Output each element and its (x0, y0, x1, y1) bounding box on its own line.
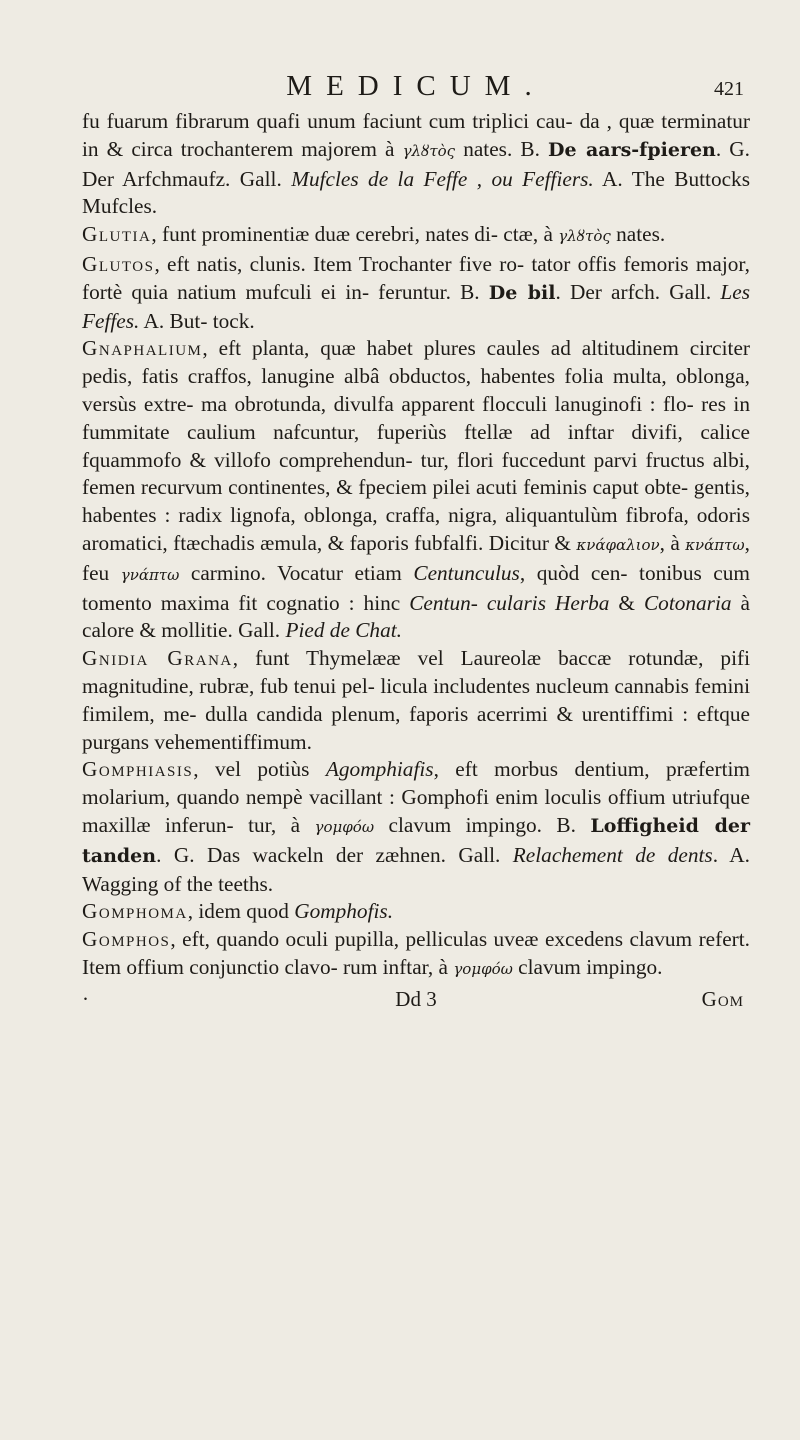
italic-term: Les Feffes. (82, 279, 750, 333)
entry-continuation (82, 108, 750, 221)
page-number: 421 (714, 78, 744, 100)
greek-word: κνάπτω (685, 535, 745, 554)
text-run: . Der arfch. Gall. (555, 279, 721, 304)
entry-gnaphalium (82, 335, 750, 645)
greek-word: γομφόω (314, 817, 375, 836)
entry-gomphiasis (82, 756, 750, 898)
entry-glutia (82, 221, 750, 251)
italic-term: Relachement de dents (512, 842, 713, 867)
text-run: , funt Thymelææ vel Laureolæ baccæ rotundæ, pifi magnitudine, rubræ, fub tenui pel- licula includentes nucleum cannabis femini fimilem, me- dulla candida plenum, faporis acerrimi & urentiffimi : eftque purgans vehementiffimum. (82, 646, 750, 754)
text-run: , eft planta, quæ habet plures caules ad altitudinem circiter pedis, fatis craffos, lanugine albâ obductos, habentes folia multa, oblonga, versùs extre- ma obrotunda, divulfa apparent flocculi lanuginofi : flo- res in fummitate caulium nafcuntur, fuperiùs ftellæ ad inftar divifi, calice fquammofo & villofo comprehendun- tur, flori fuccedunt parvi fructus albi, femen recurvum continentes, & fpeciem pilei acuti feminis caput obte- gentis, habentes : radix lignofa, oblonga, craffa, nigra, aliquantulùm fibrofa, odoris aromatici, ftæchadis æmula, & faporis fubfalfi. Dicitur & (82, 336, 750, 555)
catchword: Gom (701, 986, 744, 1011)
text-run: , vel potiùs (193, 757, 326, 782)
headword: Gomphoma (82, 899, 188, 924)
page-header (82, 66, 750, 108)
text-run: clavum impingo. (512, 954, 663, 979)
text-run: , idem quod (187, 899, 295, 924)
entry-glutos (82, 251, 750, 335)
italic-term: Pied de Chat. (285, 618, 402, 643)
greek-word: γνάπτω (120, 565, 180, 584)
headword: Gnidia Grana (82, 646, 233, 671)
text-run: & (609, 590, 644, 615)
greek-word: κνάφαλιον (576, 535, 660, 554)
text-run: nates. (610, 222, 666, 247)
greek-word: γλȣτὸς (402, 141, 456, 160)
running-head: MEDICUM. (286, 70, 546, 102)
text-run: , eft, quando oculi pupilla, pelliculas uveæ excedens clavum refert. Item offium conjunctio clavo- rum inftar, à (82, 927, 750, 979)
text-run: , quòd cen- tonibus cum tomento maxima fit cognatio : hinc (82, 560, 750, 615)
text-run: , eft morbus dentium, præfertim molarium, quando nempè vacillant : Gomphofi enim loculis offium utriufque maxillæ inferun- tur, à (82, 757, 750, 837)
headword: Glutos (82, 251, 155, 276)
fraktur-term: Loffigheid der tanden (82, 814, 750, 867)
italic-term: Cotonaria (643, 590, 732, 615)
text-run: , funt prominentiæ duæ cerebri, nates di- ctæ, à (151, 222, 559, 247)
footer-mark: · (82, 986, 89, 1011)
greek-word: γομφόω (453, 959, 513, 978)
text-run: A. But- tock. (139, 308, 255, 333)
entry-gomphos (82, 926, 750, 984)
text-run: , eft natis, clunis. Item Trochanter five ro- tator offis femoris major, fortè quia natium mufculi ei in- feruntur. B. (82, 251, 750, 304)
italic-term: Agomphiafis (325, 757, 434, 782)
fraktur-term: De bil (488, 281, 556, 304)
text-run: . G. Der Arfchmaufz. Gall. (82, 136, 751, 191)
headword: Gnaphalium (82, 336, 203, 361)
text-run: . G. Das wackeln der zæhnen. Gall. (156, 842, 513, 867)
text-run: A. The Buttocks Mufcles. (82, 166, 750, 219)
italic-term: Mufcles de la Feffe , ou Feffiers. (291, 166, 594, 191)
greek-word: γλȣτὸς (558, 227, 611, 246)
headword: Gomphos (82, 927, 171, 952)
entry-gomphoma (82, 898, 750, 926)
signature-mark: Dd 3 (395, 986, 437, 1011)
italic-term: Gomphofis. (294, 899, 394, 924)
headword: Glutia (82, 222, 152, 247)
headword: Gomphiasis (82, 757, 194, 782)
text-run: à calore & mollitie. Gall. (82, 590, 750, 643)
text-run: carmino. Vocatur etiam (179, 560, 414, 585)
dictionary-text (82, 108, 750, 984)
italic-term: Centunculus (413, 560, 520, 585)
text-run: . A. Wagging of the teeths. (82, 842, 750, 896)
page-footer (82, 984, 750, 1014)
text-run: fu fuarum fibrarum quafi unum faciunt cum triplici cau- da , quæ terminatur in & circa trochanterem majorem à (82, 109, 750, 161)
italic-term: Centun- cularis Herba (409, 590, 610, 615)
fraktur-term: De aars-fpieren (548, 138, 716, 161)
text-run: , feu (82, 530, 750, 585)
entry-gnidia-grana (82, 645, 750, 756)
text-run: nates. B. (455, 136, 549, 161)
text-run: clavum impingo. B. (374, 812, 591, 837)
text-run: , à (659, 530, 686, 555)
